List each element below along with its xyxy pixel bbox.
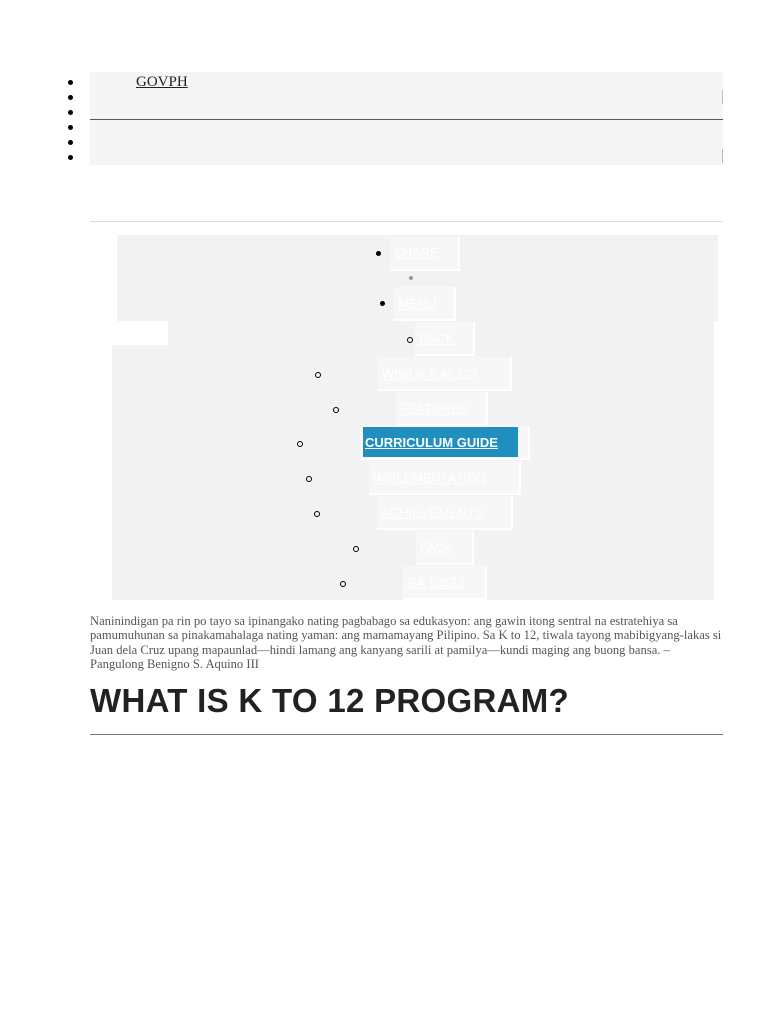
submenu-bullet	[314, 511, 320, 517]
nav-item-implementation[interactable]: IMPLEMENTATION	[373, 470, 487, 485]
nav-item-what-is-k-to-12[interactable]: What is K to 12?	[382, 366, 478, 381]
title-underline	[90, 734, 723, 735]
submenu-bullet	[333, 407, 339, 413]
list-bullet	[68, 140, 73, 145]
list-bullet	[68, 155, 73, 160]
section-divider	[90, 221, 723, 222]
nav-item-faqs[interactable]: FAQs	[420, 540, 453, 555]
back-button[interactable]: BACK	[419, 331, 455, 346]
list-bullet	[68, 95, 73, 100]
share-button[interactable]: SHARE	[394, 245, 439, 260]
submenu-bullet	[353, 546, 359, 552]
govph-link[interactable]: GOVPH	[136, 74, 188, 90]
list-bullet	[68, 125, 73, 130]
submenu-bullet	[340, 581, 346, 587]
topbar-edge-mark	[722, 149, 723, 163]
topbar-edge-mark	[722, 90, 723, 104]
nav-item-ra-10533[interactable]: RA 10533	[407, 575, 465, 590]
submenu-bullet	[315, 372, 321, 378]
nav-item-curriculum-guide[interactable]	[363, 427, 518, 457]
separator-dot	[409, 276, 413, 280]
list-bullet	[68, 80, 73, 85]
submenu-bullet	[306, 476, 312, 482]
list-bullet	[68, 110, 73, 115]
nav-item-achievements[interactable]: ACHIEVEMENTS	[381, 505, 484, 520]
presidential-quote: Naninindigan pa rin po tayo sa ipinangako nating pagbabago sa edukasyon: ang gawin itong sentral na estratehiya sa pamumuhunan sa pinakamahalaga nating yaman: ang mamamayang Pilipino. Sa K to 12, tiwala tayong mabibigyang-lakas si Juan dela Cruz upang mapaunlad—hindi lamang ang kanyang sarili at pamilya—kundi maging ang buong bansa. – Pangulong Benigno S. Aquino III	[90, 614, 722, 671]
nav-item-label: CURRICULUM GUIDE	[365, 435, 498, 450]
submenu-bullet	[407, 337, 413, 343]
topbar-divider	[90, 119, 723, 120]
submenu-bullet	[297, 441, 303, 447]
page-title: WHAT IS K TO 12 PROGRAM?	[90, 682, 569, 719]
menu-bullet	[380, 301, 385, 306]
menu-bullet	[376, 251, 381, 256]
nav-item-features[interactable]: FEATURES	[400, 401, 469, 416]
menu-button[interactable]: MENU	[398, 296, 437, 311]
